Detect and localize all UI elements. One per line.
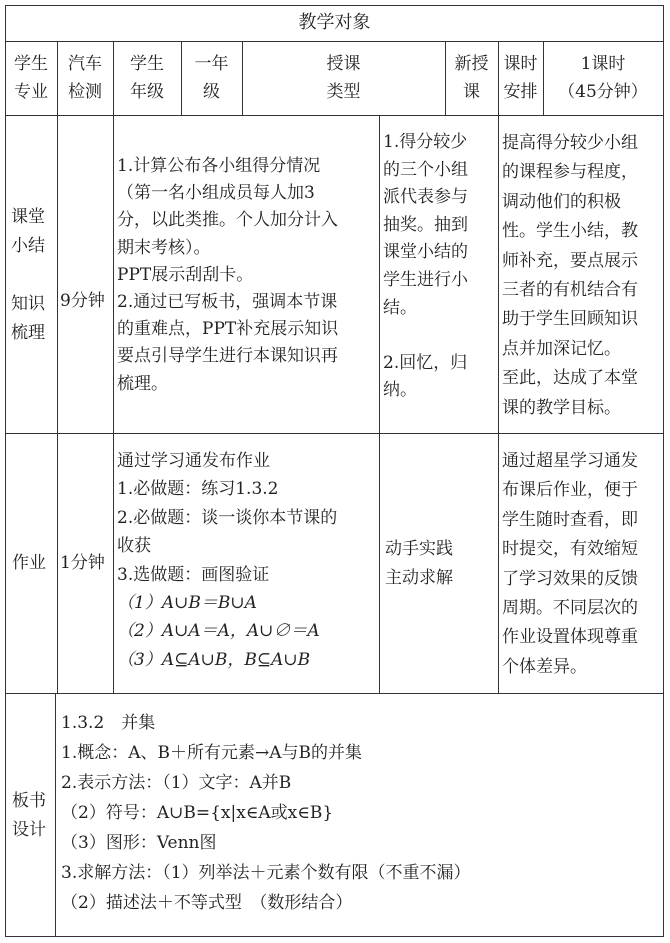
text-line: 时提交，有效缩短	[502, 539, 638, 560]
text-line: （3）图形：Venn图	[61, 833, 217, 853]
rule-below-title	[5, 41, 664, 42]
header-major-value-2: 检测	[68, 82, 102, 102]
text-line: 性。学生小结，教	[502, 221, 638, 242]
rule-b2	[113, 115, 114, 693]
text-line: 期末考核）。	[117, 237, 211, 258]
homework-section-label: 作业	[12, 553, 46, 573]
rule-b1	[57, 115, 58, 693]
header-period-label-1: 课时	[503, 54, 538, 74]
text-line: 布课后作业，便于	[502, 480, 638, 501]
text-line: 分，以此类推。个人加分计入	[117, 210, 338, 231]
text-line: 要点引导学生进行本课知识再	[117, 346, 338, 367]
header-type-value-2: 课	[463, 82, 480, 102]
rule-left	[5, 5, 6, 937]
rule-right	[663, 5, 664, 937]
summary-label-line: 课堂	[11, 207, 45, 227]
text-line: 周期。不同层次的	[502, 598, 638, 619]
summary-design-intent	[502, 129, 663, 423]
rule-bottom	[5, 936, 664, 937]
text-line: 通过超星学习通发	[502, 451, 638, 471]
summary-duration: 9分钟	[60, 291, 105, 311]
summary-label-line: 梳理	[11, 323, 45, 343]
header-grade-value-1: 一年	[194, 54, 229, 74]
header-grade-label-2: 年级	[130, 82, 164, 102]
text-line: 助于学生回顾知识	[502, 309, 638, 330]
text-line: 至此，达成了本堂	[502, 368, 638, 389]
text-line: （2）描述法＋不等式型 （数形结合）	[61, 893, 353, 913]
text-line: 3.求解方法：（1）列举法＋元素个数有限（不重不漏）	[61, 863, 471, 883]
summary-student-activity	[383, 129, 498, 405]
text-line: 2.通过已写板书，强调本节课	[117, 292, 338, 313]
text-line: 作业设置体现尊重	[502, 627, 638, 648]
text-line: 1.计算公布各小组得分情况	[117, 156, 321, 176]
text-line: 的重难点，PPT补充展示知识	[117, 319, 339, 340]
header-period-label-2: 安排	[503, 82, 538, 102]
text-line: （2）符号：A∪B={x|x∈A或x∈B}	[61, 803, 334, 823]
board-section-label	[12, 787, 55, 845]
text-line: 收获	[117, 536, 151, 557]
text-line: 师补充，要点展示	[502, 250, 638, 271]
header-period-value-1: 1课时	[580, 54, 626, 74]
text-line: 2.必做题：谈一谈你本节课的	[117, 507, 338, 528]
text-line: 1.得分较少	[383, 132, 468, 152]
header-major-label-2: 专业	[14, 82, 48, 102]
rule-b3	[379, 115, 380, 693]
homework-duration: 1分钟	[60, 553, 105, 573]
text-line: 1.必做题：练习1.3.2	[117, 479, 279, 500]
header-grade-label-1: 学生	[130, 54, 164, 74]
text-line: 提高得分较少小组	[502, 133, 638, 153]
header-type-label-1: 授课	[326, 54, 361, 74]
header-type-label-2: 类型	[326, 82, 361, 102]
text-line: 的课程参与程度，	[502, 162, 638, 183]
text-line: 学生随时查看，即	[502, 509, 638, 530]
text-line: 主动求解	[385, 568, 453, 588]
text-line: 通过学习通发布作业	[117, 451, 270, 471]
text-line: 派代表参与	[383, 187, 468, 208]
homework-design-intent	[502, 447, 663, 682]
text-line: 2.表示方法：（1）文字：A并B	[61, 773, 292, 793]
text-line: 抽奖。抽到	[383, 214, 468, 235]
text-line: 动手实践	[385, 539, 453, 559]
text-line: 调动他们的积极	[502, 191, 621, 212]
formula-line: （2）A∪A＝A，A∪∅＝A	[117, 621, 320, 642]
text-line: 结。	[383, 297, 417, 318]
text-line: 3.选做题：画图验证	[117, 564, 270, 585]
header-period-value-2: （45分钟）	[558, 82, 648, 102]
header-major-value-1: 汽车	[68, 54, 102, 74]
text-line: 纳。	[383, 380, 417, 401]
text-line: PPT展示刮刮卡。	[117, 264, 254, 285]
text-line: 板书	[12, 791, 46, 811]
header-type-value-1: 新授	[454, 54, 489, 74]
board-content	[61, 708, 661, 918]
rule-below-summary	[5, 433, 664, 434]
text-line: 设计	[12, 820, 46, 840]
rule-below-header	[5, 115, 664, 116]
rule-below-homework	[5, 693, 664, 694]
header-grade-value-2: 级	[203, 82, 220, 102]
rule-b4	[498, 115, 499, 693]
formula-line: （3）A⊆A∪B，B⊆A∪B	[117, 649, 311, 670]
text-line: 1.概念：A、B＋所有元素→A与B的并集	[61, 743, 363, 763]
header-major-label-1: 学生	[14, 54, 48, 74]
teaching-plan-table	[5, 5, 664, 937]
text-line: 1.3.2 并集	[61, 713, 156, 733]
text-line: 点并加深记忆。	[502, 338, 621, 359]
text-line: 课堂小结的	[383, 242, 468, 263]
summary-label-line: 小结	[11, 236, 45, 256]
text-line: 课的教学目标。	[502, 397, 621, 418]
text-line: 三者的有机结合有	[502, 280, 638, 301]
text-line: 梳理。	[117, 373, 168, 394]
text-line: 了学习效果的反馈	[502, 568, 638, 589]
text-line: 的三个小组	[383, 159, 468, 180]
text-line: 2.回忆，归	[383, 352, 468, 373]
summary-label-line	[11, 261, 57, 290]
formula-line: （1）A∪B＝B∪A	[117, 593, 257, 614]
homework-teacher-activity	[117, 447, 379, 674]
text-line: （第一名小组成员每人加3	[117, 183, 315, 204]
text-line: 学生进行小	[383, 269, 468, 290]
rule-top	[5, 5, 664, 6]
summary-section-label	[11, 203, 57, 348]
text-line: 个体差异。	[502, 656, 587, 677]
homework-student-activity	[385, 535, 498, 593]
summary-label-line: 知识	[11, 294, 45, 314]
summary-teacher-activity	[117, 153, 379, 398]
rule-board	[55, 693, 56, 936]
table-title: 教学对象	[298, 12, 371, 33]
text-line	[383, 322, 498, 350]
